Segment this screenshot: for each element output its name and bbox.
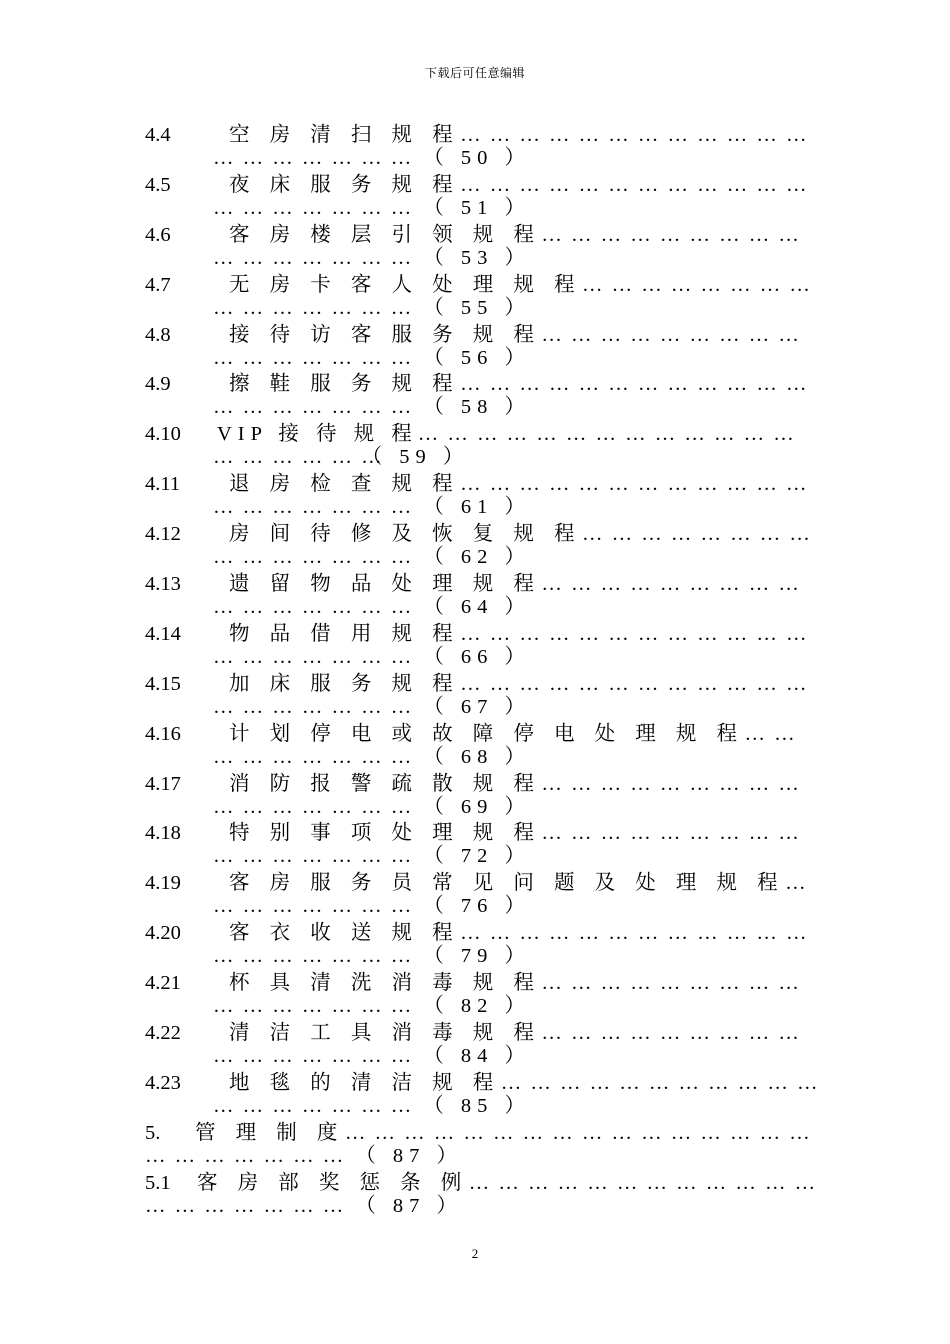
toc-entry-number: 4.13 <box>145 573 181 596</box>
toc-entry-line2 <box>213 743 531 771</box>
toc-entry-leader-dots: … … … … … … … <box>145 1194 346 1217</box>
toc-entry-page-number: （ 69 ） <box>423 795 531 818</box>
toc-entry <box>145 670 825 720</box>
toc-entry <box>145 1169 825 1219</box>
toc-entry-page-number: （ 61 ） <box>423 496 531 519</box>
toc-entry-page-number: （ 64 ） <box>423 596 531 619</box>
toc-entry-number: 4.4 <box>145 124 171 146</box>
toc-entry-number: 4.9 <box>145 373 171 396</box>
toc-entry-line2 <box>213 992 531 1020</box>
toc-entry-line2 <box>213 393 531 421</box>
toc-entry-leader-dots: … … … … … … … <box>213 147 414 169</box>
toc-entry <box>145 570 825 620</box>
toc-entry-line2 <box>213 1092 531 1120</box>
toc-entry-leader-dots: … … … … … … … … … … … … <box>460 672 809 695</box>
toc-entry-title: 夜 床 服 务 规 程 <box>229 173 461 196</box>
toc-entry <box>145 1119 825 1169</box>
toc-entry-title: 客 衣 收 送 规 程 <box>229 922 461 945</box>
toc-entry-page-number: （ 85 ） <box>423 1094 531 1117</box>
toc-entry-page-number: （ 50 ） <box>423 147 531 169</box>
toc-entry-leader-dots: … … … … … … … <box>213 546 414 569</box>
toc-entry <box>145 370 825 420</box>
toc-entry-leader-dots: … … <box>744 722 797 745</box>
toc-entry-leader-dots: … … … … … … … … … <box>541 972 801 995</box>
toc-entry-page-number: （ 68 ） <box>423 745 531 768</box>
toc-entry-title: 遗 留 物 品 处 理 规 程 <box>229 573 542 596</box>
toc-entry-number: 4.7 <box>145 273 171 296</box>
toc-entry-title: 管 理 制 度 <box>195 1121 345 1144</box>
toc-entry-leader-dots: … … … … … … … <box>213 196 414 219</box>
toc-entry-line2 <box>213 842 531 870</box>
toc-entry-page-number: （ 84 ） <box>423 1045 531 1068</box>
toc-entry-title: 物 品 借 用 规 程 <box>229 622 461 645</box>
toc-entry-line2 <box>213 942 531 970</box>
toc-entry-line2 <box>213 892 531 920</box>
toc-entry-leader-dots: … … … … … … … <box>213 1094 414 1117</box>
toc-entry-leader-dots: … … … … … … … … … … … … <box>468 1171 818 1194</box>
toc-entry-title: VIP 接 待 规 程 <box>217 423 418 446</box>
toc-entry <box>145 819 825 869</box>
toc-entry-line2 <box>213 344 531 372</box>
toc-entry-leader-dots: … … … … … … … <box>213 246 414 269</box>
toc-entry-title: 清 洁 工 具 消 毒 规 程 <box>229 1022 542 1045</box>
toc-entry-number: 4.11 <box>145 473 181 496</box>
toc-entry-leader-dots: … … … … … … … … … <box>541 1022 801 1045</box>
toc-entry <box>145 720 825 770</box>
toc-entry-page-number: （ 72 ） <box>423 845 531 868</box>
toc-entry-number: 4.21 <box>145 972 181 995</box>
toc-entry-number: 4.20 <box>145 922 181 945</box>
toc-entry-number: 5. <box>145 1121 161 1144</box>
toc-entry-page-number: （ 56 ） <box>423 346 531 369</box>
toc-entry-title: 客 房 服 务 员 常 见 问 题 及 处 理 规 程 <box>229 872 786 895</box>
toc-entry-title: 加 床 服 务 规 程 <box>229 672 461 695</box>
toc-entry-leader-dots: … … … … … … … … … … … … <box>460 473 809 496</box>
toc-entry <box>145 969 825 1019</box>
toc-entry <box>145 321 825 371</box>
toc-entry-title: 无 房 卡 客 人 处 理 规 程 <box>229 273 582 296</box>
toc-entry-page-number: （ 55 ） <box>423 296 531 319</box>
toc-entry-line2 <box>213 1042 531 1070</box>
toc-entry-number: 4.19 <box>145 872 181 895</box>
toc-entry-leader-dots: … … … … … … … … <box>582 523 812 546</box>
toc-entry-title: 房 间 待 修 及 恢 复 规 程 <box>229 523 582 546</box>
toc-entry-leader-dots: … … … … … … … <box>213 645 414 668</box>
toc-entry-leader-dots: … … … … … … … … … … … … <box>460 373 809 396</box>
toc-entry <box>145 869 825 919</box>
toc-entry-line2 <box>213 593 531 621</box>
toc-entry-page-number: （ 58 ） <box>423 396 531 419</box>
toc-entry-line2 <box>213 144 531 172</box>
toc-entry-title: 接 待 访 客 服 务 规 程 <box>229 323 542 346</box>
toc-entry-title: 地 毯 的 清 洁 规 程 <box>229 1071 501 1094</box>
toc-entry-leader-dots: … … … … … … … <box>213 346 414 369</box>
toc-entry-page-number: （ 67 ） <box>423 695 531 718</box>
toc-entry-leader-dots: … … … … … … … <box>213 396 414 419</box>
toc-entry-number: 4.6 <box>145 223 171 246</box>
toc-entry-line2 <box>213 693 531 721</box>
toc-entry-leader-dots: … … … … … … … <box>213 496 414 519</box>
toc-entry-line2 <box>213 194 531 222</box>
toc-entry-leader-dots: … <box>785 872 808 895</box>
toc-entry-line2 <box>213 244 531 272</box>
toc-entry-leader-dots: … … … … … … … … … <box>541 573 801 596</box>
toc-entry-page-number: （ 62 ） <box>423 546 531 569</box>
toc-entry-line2 <box>213 643 531 671</box>
toc-entry-leader-dots: … … … … … … … <box>213 945 414 968</box>
toc-entry <box>145 121 825 171</box>
toc-entry-title: 客 房 楼 层 引 领 规 程 <box>229 223 542 246</box>
toc-entry-line2 <box>213 443 469 471</box>
toc-entry-number: 4.14 <box>145 622 181 645</box>
toc-entry-number: 4.12 <box>145 523 181 546</box>
toc-entry-number: 4.15 <box>145 672 181 695</box>
toc-entry-leader-dots: … … … … … … … … … … … … <box>460 922 809 945</box>
toc-entry-leader-dots: … … … … … … <box>213 446 384 469</box>
table-of-contents <box>145 121 825 1219</box>
toc-entry-number: 4.8 <box>145 323 171 346</box>
toc-entry <box>145 221 825 271</box>
toc-entry-leader-dots: … … … … … … … … … <box>541 223 801 246</box>
toc-entry-leader-dots: … … … … … … … … … … … … <box>460 124 809 146</box>
toc-entry-leader-dots: … … … … … … … … … … … <box>500 1071 820 1094</box>
toc-entry-page-number: （ 53 ） <box>423 246 531 269</box>
toc-entry-title: 擦 鞋 服 务 规 程 <box>229 373 461 396</box>
toc-entry-page-number: （ 82 ） <box>423 995 531 1018</box>
toc-entry-leader-dots: … … … … … … … … … <box>541 323 801 346</box>
toc-entry-leader-dots: … … … … … … … … … <box>541 772 801 795</box>
toc-entry-page-number: （ 79 ） <box>423 945 531 968</box>
toc-entry-title: 消 防 报 警 疏 散 规 程 <box>229 772 542 795</box>
toc-entry-leader-dots: … … … … … … … … … … … … … … … … <box>344 1121 812 1144</box>
toc-entry-leader-dots: … … … … … … … … … … … … <box>460 622 809 645</box>
page-header: 下载后可任意编辑 <box>424 66 525 80</box>
toc-entry-page-number: （ 59 ） <box>361 446 470 469</box>
toc-entry-number: 5.1 <box>145 1171 171 1194</box>
toc-entry-page-number: （ 87 ） <box>355 1144 463 1167</box>
toc-entry-number: 4.5 <box>145 173 171 196</box>
toc-entry-leader-dots: … … … … … … … <box>213 995 414 1018</box>
toc-entry-leader-dots: … … … … … … … <box>213 795 414 818</box>
toc-entry-leader-dots: … … … … … … … … … … … … … <box>417 423 796 446</box>
toc-entry-number: 4.18 <box>145 822 181 845</box>
toc-entry-leader-dots: … … … … … … … <box>213 296 414 319</box>
toc-entry <box>145 171 825 221</box>
toc-entry-page-number: （ 87 ） <box>355 1194 463 1217</box>
toc-entry-title: 退 房 检 查 规 程 <box>229 473 461 496</box>
toc-entry <box>145 1069 825 1119</box>
toc-entry-leader-dots: … … … … … … … <box>213 1045 414 1068</box>
toc-entry-page-number: （ 51 ） <box>423 196 531 219</box>
toc-entry-leader-dots: … … … … … … … <box>213 596 414 619</box>
toc-entry-line2 <box>145 1192 463 1220</box>
toc-entry-number: 4.23 <box>145 1071 181 1094</box>
toc-entry-number: 4.10 <box>145 423 181 446</box>
toc-entry <box>145 919 825 969</box>
toc-entry-leader-dots: … … … … … … … <box>213 895 414 918</box>
toc-entry-leader-dots: … … … … … … … … <box>582 273 812 296</box>
toc-entry-title: 计 划 停 电 或 故 障 停 电 处 理 规 程 <box>229 722 745 745</box>
page-number: 2 <box>471 1246 479 1261</box>
toc-entry <box>145 420 825 470</box>
toc-entry-line2 <box>213 793 531 821</box>
toc-entry <box>145 271 825 321</box>
toc-entry-leader-dots: … … … … … … … <box>213 845 414 868</box>
toc-entry-number: 4.17 <box>145 772 181 795</box>
toc-entry <box>145 1019 825 1069</box>
toc-entry <box>145 520 825 570</box>
toc-entry-page-number: （ 66 ） <box>423 645 531 668</box>
toc-entry-leader-dots: … … … … … … … … … <box>541 822 801 845</box>
toc-entry-title: 特 别 事 项 处 理 规 程 <box>229 822 542 845</box>
toc-entry-leader-dots: … … … … … … … <box>213 695 414 718</box>
toc-entry <box>145 620 825 670</box>
toc-entry-leader-dots: … … … … … … … <box>145 1144 346 1167</box>
toc-entry-leader-dots: … … … … … … … … … … … … <box>460 173 809 196</box>
toc-entry-line2 <box>213 493 531 521</box>
toc-entry-line2 <box>213 543 531 571</box>
toc-entry <box>145 470 825 520</box>
toc-entry-line2 <box>213 294 531 322</box>
toc-entry-leader-dots: … … … … … … … <box>213 745 414 768</box>
toc-entry-number: 4.16 <box>145 722 181 745</box>
toc-entry-page-number: （ 76 ） <box>423 895 531 918</box>
toc-entry <box>145 770 825 820</box>
toc-entry-title: 空 房 清 扫 规 程 <box>229 124 461 146</box>
toc-entry-number: 4.22 <box>145 1022 181 1045</box>
toc-entry-line2 <box>145 1142 463 1170</box>
toc-entry-title: 客 房 部 奖 惩 条 例 <box>197 1171 469 1194</box>
toc-entry-title: 杯 具 清 洗 消 毒 规 程 <box>229 972 542 995</box>
